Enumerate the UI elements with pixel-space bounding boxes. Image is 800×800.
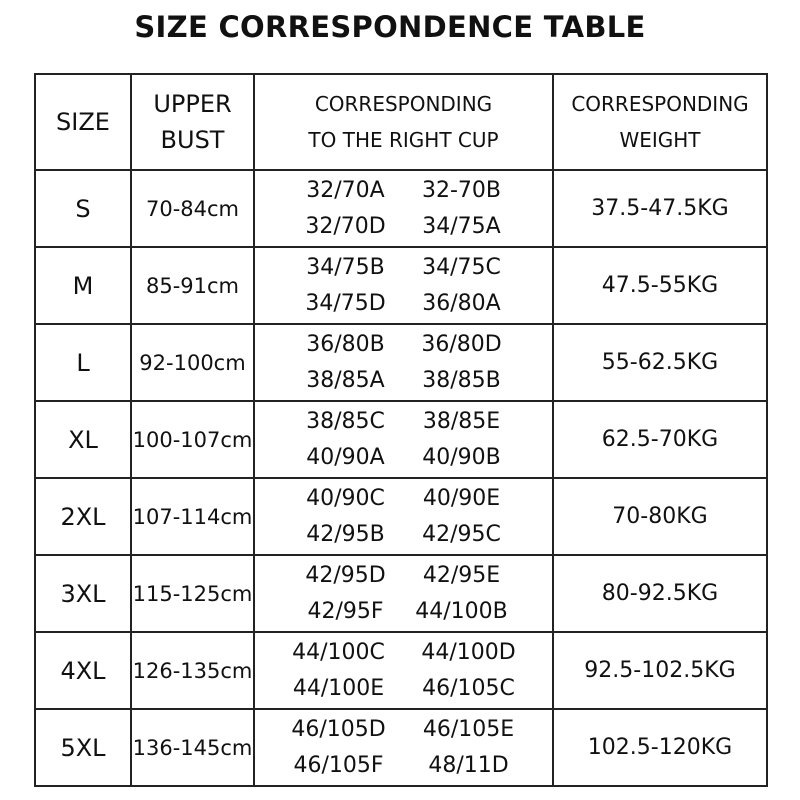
cup-value: 36/80B <box>306 331 385 357</box>
table-row <box>35 478 767 555</box>
cup-value: 44/100D <box>421 639 516 665</box>
size-cell: M <box>35 247 131 324</box>
header-cup-line2: TO THE RIGHT CUP <box>308 128 499 152</box>
cup-value: 40/90C <box>306 485 385 511</box>
cup-value: 42/95B <box>306 521 385 547</box>
cup-value: 34/75D <box>305 290 386 316</box>
cup-value: 40/90A <box>306 444 385 470</box>
size-cell: 2XL <box>35 478 131 555</box>
cup-value: 36/80A <box>422 290 501 316</box>
weight-cell: 92.5-102.5KG <box>553 632 767 709</box>
weight-cell: 62.5-70KG <box>553 401 767 478</box>
size-cell: 5XL <box>35 709 131 786</box>
page-title: SIZE CORRESPONDENCE TABLE <box>134 10 646 44</box>
header-bust-line1: UPPER <box>153 90 232 118</box>
table-row <box>35 170 767 247</box>
cup-value: 40/90B <box>422 444 501 470</box>
upper-bust-cell: 115-125cm <box>131 555 254 632</box>
cup-value: 46/105C <box>422 675 515 701</box>
cup-value: 44/100B <box>415 598 508 624</box>
cup-cell <box>254 709 553 786</box>
cup-cell <box>254 478 553 555</box>
cup-value: 38/85A <box>306 367 385 393</box>
cup-cell <box>254 555 553 632</box>
size-cell: 3XL <box>35 555 131 632</box>
header-size <box>35 74 131 170</box>
table-row <box>35 632 767 709</box>
upper-bust-cell: 136-145cm <box>131 709 254 786</box>
cup-line <box>255 558 552 594</box>
cup-line <box>255 635 552 671</box>
weight-cell: 37.5-47.5KG <box>553 170 767 247</box>
cup-value: 46/105D <box>291 716 386 742</box>
cup-value: 32-70B <box>421 177 502 203</box>
cup-line <box>255 748 552 784</box>
weight-cell: 70-80KG <box>553 478 767 555</box>
cup-value: 48/11D <box>428 752 509 778</box>
cup-value: 38/85B <box>422 367 501 393</box>
weight-cell: 55-62.5KG <box>553 324 767 401</box>
cup-line <box>255 363 552 399</box>
cup-value: 34/75C <box>422 254 501 280</box>
cup-line <box>255 209 552 245</box>
cup-line <box>255 286 552 322</box>
cup-value: 42/95C <box>422 521 501 547</box>
upper-bust-cell: 126-135cm <box>131 632 254 709</box>
header-cup <box>254 74 553 170</box>
cup-cell <box>254 401 553 478</box>
header-size-label: SIZE <box>56 108 110 136</box>
upper-bust-cell: 100-107cm <box>131 401 254 478</box>
weight-cell: 47.5-55KG <box>553 247 767 324</box>
cup-value: 32/70A <box>306 177 385 203</box>
cup-line <box>255 517 552 553</box>
upper-bust-cell: 92-100cm <box>131 324 254 401</box>
cup-value: 42/95F <box>307 598 384 624</box>
cup-value: 44/100C <box>292 639 385 665</box>
cup-cell <box>254 324 553 401</box>
cup-value: 32/70D <box>305 213 386 239</box>
size-cell: 4XL <box>35 632 131 709</box>
table-header-row <box>35 74 767 170</box>
table-row <box>35 555 767 632</box>
cup-cell <box>254 247 553 324</box>
cup-line <box>255 481 552 517</box>
size-cell: XL <box>35 401 131 478</box>
size-cell: S <box>35 170 131 247</box>
upper-bust-cell: 107-114cm <box>131 478 254 555</box>
cup-line <box>255 440 552 476</box>
header-cup-line1: CORRESPONDING <box>314 92 493 116</box>
cup-value: 34/75B <box>306 254 385 280</box>
cup-value: 44/100E <box>292 675 385 701</box>
cup-line <box>255 594 552 630</box>
cup-value: 36/80D <box>421 331 502 357</box>
cup-value: 34/75A <box>422 213 501 239</box>
cup-value: 38/85C <box>306 408 385 434</box>
cup-line <box>255 173 552 209</box>
size-cell: L <box>35 324 131 401</box>
weight-cell: 80-92.5KG <box>553 555 767 632</box>
upper-bust-cell: 70-84cm <box>131 170 254 247</box>
cup-line <box>255 712 552 748</box>
table-row <box>35 709 767 786</box>
cup-cell <box>254 632 553 709</box>
header-weight-line2: WEIGHT <box>619 128 701 152</box>
cup-line <box>255 404 552 440</box>
size-correspondence-table <box>34 73 768 787</box>
cup-value: 38/85E <box>422 408 501 434</box>
header-weight-line1: CORRESPONDING <box>571 92 749 116</box>
header-weight <box>553 74 767 170</box>
cup-line <box>255 250 552 286</box>
cup-value: 40/90E <box>422 485 501 511</box>
cup-cell <box>254 170 553 247</box>
upper-bust-cell: 85-91cm <box>131 247 254 324</box>
cup-value: 46/105F <box>293 752 384 778</box>
cup-line <box>255 671 552 707</box>
cup-value: 46/105E <box>422 716 515 742</box>
table-row <box>35 324 767 401</box>
table-row <box>35 247 767 324</box>
cup-line <box>255 327 552 363</box>
header-upper-bust <box>131 74 254 170</box>
cup-value: 42/95E <box>422 562 501 588</box>
table-row <box>35 401 767 478</box>
weight-cell: 102.5-120KG <box>553 709 767 786</box>
cup-value: 42/95D <box>305 562 386 588</box>
header-bust-line2: BUST <box>160 126 225 154</box>
